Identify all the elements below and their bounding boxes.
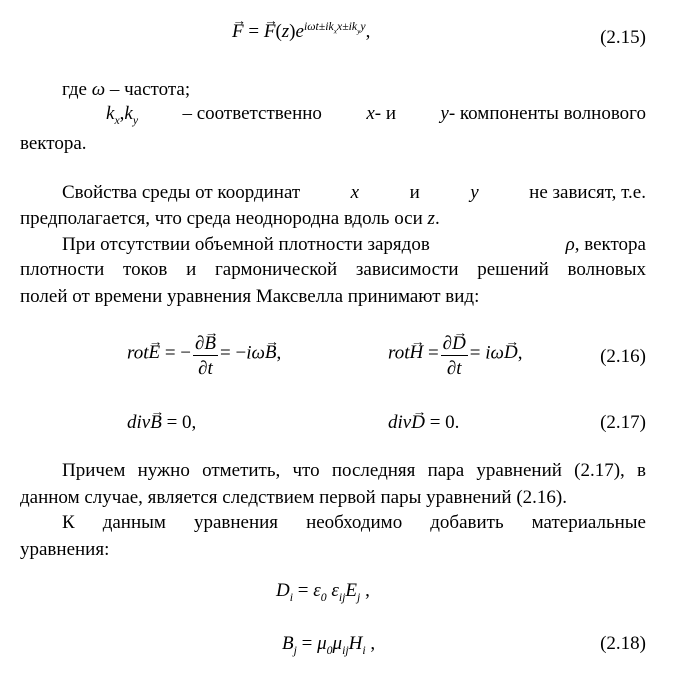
p1-line1-text: Свойства среды от координат	[62, 182, 301, 203]
k-components-line: $k_x,k_y$ – соответственно x- и y- компоненты волнового	[106, 103, 646, 127]
paragraph-2-line-2: плотности токов и гармонической зависимости решений волновых	[20, 259, 646, 280]
equation-material-b: $B_j = \mu_0\mu_{ij}H_i$ ,	[282, 633, 376, 657]
p1-not-depend: не зависят, т.е.	[529, 182, 646, 203]
equation-2-15: → F = → $F(z)e^{i\omega t\pm ik_xx\pm ik_yy}$,	[232, 22, 370, 41]
where-omega-line: где ω – частота;	[62, 79, 191, 100]
equation-2-17-right: div→ D = 0.	[388, 413, 459, 432]
paragraph-3-line-1: Причем нужно отметить, что последняя пара уравнений (2.17), в	[62, 460, 646, 481]
p1-and-word: и	[409, 182, 420, 203]
vector-word: вектора.	[20, 133, 87, 154]
paragraph-4-line-1: К данным уравнения необходимо добавить материальные	[62, 512, 646, 533]
paragraph-2-line-1: При отсутствии объемной плотности зарядов ρ, вектора	[62, 234, 646, 255]
equation-number-2-17: (2.17)	[600, 412, 646, 433]
paragraph-1-line-2: предполагается, что среда неоднородна вдоль оси z.	[20, 208, 440, 229]
y-component-text: - компоненты волнового	[448, 103, 646, 124]
where-lead: где	[62, 79, 92, 100]
paragraph-1-line-1: Свойства среды от координат x и y не зависят, т.е.	[62, 182, 646, 203]
paragraph-3-line-2: данном случае, является следствием первой пары уравнений (2.16).	[20, 487, 567, 508]
paragraph-2-line-3: полей от времени уравнения Максвелла принимают вид:	[20, 286, 480, 307]
equation-material-d: $D_i = \varepsilon_0$ $\varepsilon_{ij}E_j$ ,	[276, 580, 370, 604]
omega-description: – частота;	[105, 79, 191, 100]
x-component-text: - и	[374, 103, 396, 124]
k-description: – соответственно	[182, 103, 322, 124]
equation-number-2-18: (2.18)	[600, 633, 646, 654]
paragraph-4-line-2: уравнения:	[20, 539, 110, 560]
equation-number-2-16: (2.16)	[600, 346, 646, 367]
equation-number-2-15: (2.15)	[600, 27, 646, 48]
equation-2-16-right: rot→ H = $\frac{\partial\to D}{\partial t}$ = iω→ D,	[388, 330, 522, 378]
equation-2-17-left: div→ B = 0,	[127, 413, 196, 432]
equation-2-16-left: rot→ E = − $\frac{\partial\to B}{\partial t}$ = −iω→ B,	[127, 330, 281, 378]
